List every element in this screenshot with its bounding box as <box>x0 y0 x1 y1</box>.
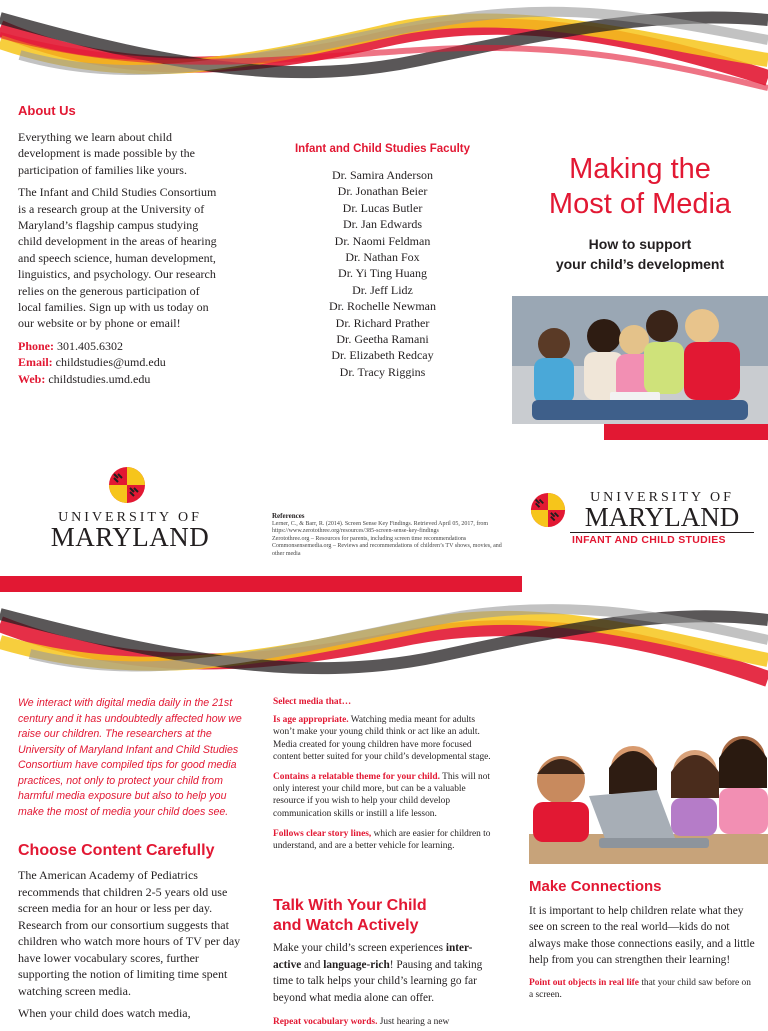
talk-body <box>273 940 495 1031</box>
faculty-member: Dr. Richard Prather <box>335 315 430 330</box>
talk-cut-lead: Repeat vocabulary words. <box>273 1017 378 1027</box>
select-item-lead: Contains a relatable theme for your child. <box>273 772 440 783</box>
cover-title-line-1: Making the <box>569 153 711 185</box>
references <box>272 513 502 558</box>
select-item-3 <box>273 828 493 852</box>
faculty-member: Dr. Naomi Feldman <box>334 233 431 248</box>
reference-2: Zerotothree.org – Resources for parents, including screen time recommendations <box>272 535 467 542</box>
email-label: Email: <box>18 355 53 370</box>
faculty-member: Dr. Tracy Riggins <box>339 364 426 379</box>
maryland-shield-icon <box>530 492 566 528</box>
logo-line-2: MARYLAND <box>570 502 754 533</box>
select-item-1 <box>273 714 493 763</box>
talk-cut-text: Just hearing a new <box>377 1017 450 1027</box>
phone-value: 301.405.6302 <box>57 338 123 353</box>
cover-subtitle-line-2: your child’s development <box>555 256 725 272</box>
cover-title <box>516 152 764 222</box>
select-item-lead: Is age appropriate. <box>273 715 349 726</box>
about-para-2: The Infant and Child Studies Consortium is a research group at the University of Maryland’s flagship campus studying child development in the areas of hearing and speech science, human development, linguistics, and psychology. Our research relies on the generous participation of local families. Sign up with us today on our website or by phone or email! <box>18 185 217 331</box>
decorative-wave-top <box>0 0 768 100</box>
faculty-title: Infant and Child Studies Faculty <box>294 143 471 155</box>
web-value[interactable]: childstudies.umd.edu <box>48 371 151 386</box>
make-connections-body <box>529 903 755 1009</box>
faculty-member: Dr. Samira Anderson <box>332 168 433 182</box>
talk-title-line-1: Talk With Your Child <box>273 897 427 914</box>
umd-logo-left <box>40 466 220 556</box>
cover-subtitle <box>516 234 764 274</box>
talk-para <box>273 940 495 1006</box>
references-title: References <box>272 512 305 520</box>
contact-phone <box>18 338 218 354</box>
cover-red-bar <box>604 424 768 440</box>
cover-title-line-2: Most of Media <box>548 188 732 220</box>
faculty-member: Dr. Geetha Ramani <box>336 332 429 347</box>
connect-tip-lead: Point out objects in real life <box>529 977 639 988</box>
maryland-shield-icon <box>108 466 146 504</box>
contact-web <box>18 371 218 387</box>
logo-tagline: INFANT AND CHILD STUDIES <box>572 534 726 546</box>
select-heading: Select media that… <box>273 697 352 707</box>
faculty-member: Dr. Lucas Butler <box>342 200 423 215</box>
connect-para-1: It is important to help children relate what they see on screen to the real world—kids do not always make those connections easily, and a little help from you can strengthen their learning! <box>529 905 755 967</box>
talk-emphasis: language-rich <box>323 958 390 971</box>
faculty-member: Dr. Rochelle Newman <box>329 299 436 314</box>
reference-1: Lerner, C., & Barr, R. (2014). Screen Sense Key Findings. Retrieved April 05, 2017, from https://www.zerotothree.org/resources/385-screen-sense-key-findings <box>272 520 488 534</box>
connect-tip <box>529 977 755 1001</box>
faculty-member: Dr. Jonathan Beier <box>337 184 428 199</box>
choose-para-2: When your child does watch media, <box>18 1006 191 1020</box>
cover-subtitle-line-1: How to support <box>588 236 692 252</box>
faculty-member: Dr. Jan Edwards <box>343 217 422 232</box>
reference-3: Commonsensemedia.org – Reviews and recommendations of children’s TV shows, movies, and other media <box>272 543 502 557</box>
logo-line-1: UNIVERSITY OF <box>590 490 734 505</box>
make-connections-title: Make Connections <box>529 878 662 895</box>
faculty-member: Dr. Elizabeth Redcay <box>331 348 434 363</box>
intro-text: We interact with digital media daily in the 21st century and it has undoubtedly affected how we raise our children. The researchers at the University of Maryland Infant and Child Studies Consortium have compiled tips for good media practices, not only to protect your child from harmful media exposure but also to help you make the most of media your child does see. <box>18 697 242 818</box>
talk-text: and <box>301 958 324 971</box>
select-media-section <box>273 696 493 860</box>
connect-tip-text: that your child saw before on a screen. <box>529 977 751 1000</box>
children-laptop-photo <box>529 698 768 864</box>
faculty-member: Dr. Jeff Lidz <box>352 282 413 297</box>
faculty-member: Dr. Yi Ting Huang <box>338 266 427 281</box>
select-item-2 <box>273 771 493 820</box>
choose-content-title: Choose Content Carefully <box>18 842 215 859</box>
umd-logo-right <box>530 488 754 548</box>
email-value[interactable]: childstudies@umd.edu <box>55 355 166 370</box>
children-tablet-photo <box>512 296 768 424</box>
about-title: About Us <box>18 103 76 118</box>
logo-line-1: UNIVERSITY OF <box>58 510 202 525</box>
talk-text: ! Pausing and taking time to talk helps your child’s learning go far beyond what media alone can offer. <box>273 958 483 1004</box>
select-item-text: which are easier for children to understand, and are a better vehicle for learning. <box>273 828 491 852</box>
about-section <box>18 129 218 387</box>
about-para-1: Everything we learn about child development is made possible by the participation of families like yours. <box>18 130 195 177</box>
select-item-text: This will not only interest your child more, but can be a valuable resource if you wish to help your child develop communication skills or instill a life lesson. <box>273 772 491 819</box>
contact-email <box>18 354 218 370</box>
middle-red-bar <box>0 576 522 592</box>
web-label: Web: <box>18 371 46 386</box>
select-item-text: Watching media meant for adults won’t make your young child think or act like an adult. Media created for young children have more focused content better suited for your child’s developmental stage. <box>273 715 491 762</box>
faculty-member: Dr. Nathan Fox <box>345 250 420 265</box>
talk-text: Make your child’s screen experiences <box>273 942 446 954</box>
phone-label: Phone: <box>18 338 54 353</box>
talk-title-line-2: and Watch Actively <box>273 917 419 934</box>
select-item-lead: Follows clear story lines, <box>273 828 372 839</box>
faculty-list <box>255 167 510 380</box>
talk-title <box>273 896 503 936</box>
choose-para-1: The American Academy of Pediatrics recommends that children 2-5 years old use screen media for an hour or less per day. Research from our consortium suggests that children who watch more hours of TV per day have lower vocabulary scores, further supporting the notion of limiting time spent watching screen media. <box>18 868 241 998</box>
logo-line-2: MARYLAND <box>50 522 210 552</box>
decorative-wave-bottom <box>0 594 768 694</box>
talk-cut-line <box>273 1014 495 1031</box>
choose-content-body <box>18 867 250 1028</box>
talk-emphasis: inter-active <box>273 942 473 971</box>
